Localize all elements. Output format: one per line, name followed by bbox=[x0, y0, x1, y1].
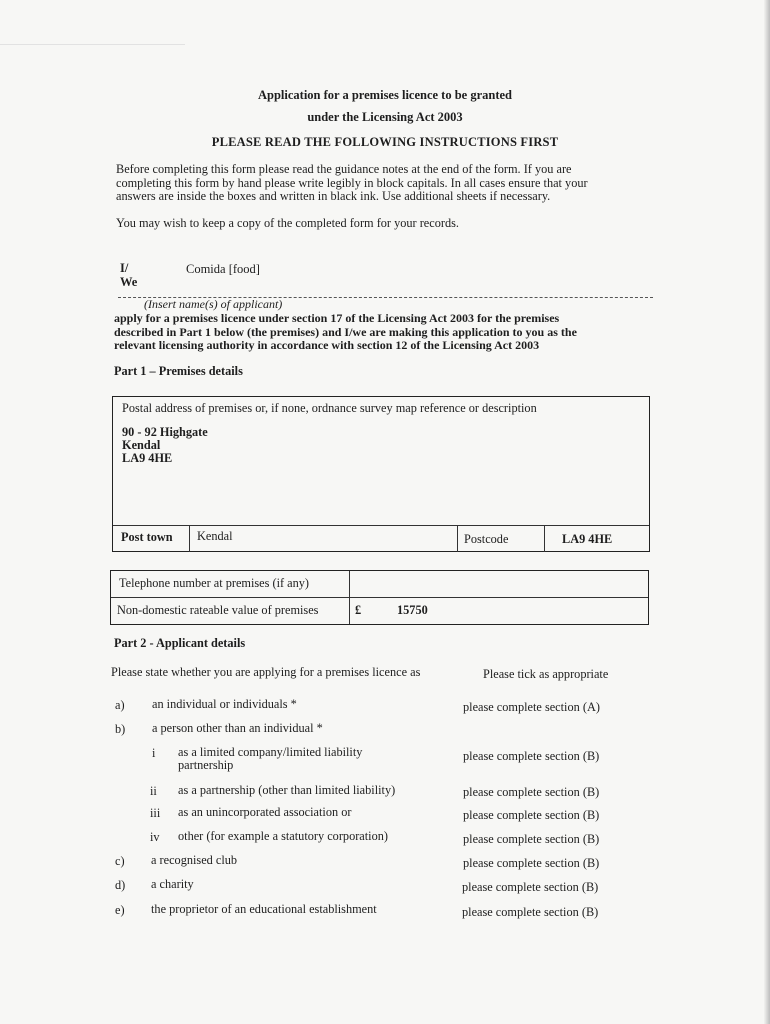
i-label: I/ bbox=[120, 261, 129, 275]
option-marker: e) bbox=[115, 903, 125, 917]
insert-name-hint: (Insert name(s) of applicant) bbox=[144, 297, 283, 311]
telephone-label: Telephone number at premises (if any) bbox=[119, 576, 310, 590]
option-section: please complete section (B) bbox=[462, 880, 599, 894]
option-marker: iii bbox=[150, 806, 161, 820]
address-label: Postal address of premises or, if none, ordnance survey map reference or description bbox=[122, 401, 537, 415]
instructions-heading: PLEASE READ THE FOLLOWING INSTRUCTIONS FIRST bbox=[211, 135, 559, 149]
telephone-row bbox=[111, 571, 648, 597]
post-town-row bbox=[113, 525, 649, 552]
apply-line: relevant licensing authority in accordance with section 12 of the Licensing Act 2003 bbox=[114, 338, 540, 352]
option-marker: c) bbox=[115, 854, 125, 868]
option-marker: d) bbox=[115, 878, 126, 892]
address-line: 90 - 92 Highgate bbox=[122, 425, 208, 439]
cell-divider bbox=[349, 571, 350, 624]
option-section: please complete section (B) bbox=[463, 785, 600, 799]
option-section: please complete section (B) bbox=[463, 832, 600, 846]
premises-address-box bbox=[112, 396, 650, 552]
tick-hint: Please tick as appropriate bbox=[483, 667, 609, 681]
address-field[interactable] bbox=[122, 426, 208, 465]
post-town-field[interactable]: Kendal bbox=[197, 529, 233, 543]
applicant-type-question: Please state whether you are applying for a premises licence as bbox=[111, 665, 421, 679]
option-marker: b) bbox=[115, 722, 126, 736]
cell-divider bbox=[457, 526, 458, 552]
option-individual[interactable]: an individual or individuals * bbox=[152, 697, 297, 711]
option-text-line: as a limited company/limited liability bbox=[178, 745, 363, 759]
scan-artifact-line bbox=[0, 44, 185, 45]
option-marker: ii bbox=[150, 784, 157, 798]
option-section: please complete section (B) bbox=[463, 856, 600, 870]
address-line: LA9 4HE bbox=[122, 451, 173, 465]
part1-heading: Part 1 – Premises details bbox=[114, 364, 243, 378]
i-we-label bbox=[120, 261, 137, 289]
applicant-name-field[interactable]: Comida [food] bbox=[186, 262, 260, 276]
apply-statement bbox=[114, 312, 674, 353]
option-non-individual: a person other than an individual * bbox=[152, 721, 323, 735]
apply-line: apply for a premises licence under section 17 of the Licensing Act 2003 for the premises bbox=[114, 311, 560, 325]
option-recognised-club[interactable]: a recognised club bbox=[151, 853, 238, 867]
address-line: Kendal bbox=[122, 438, 161, 452]
option-section: please complete section (B) bbox=[463, 808, 600, 822]
intro-line: answers are inside the boxes and written in black ink. Use additional sheets if necessary. bbox=[116, 189, 551, 203]
option-educational-establishment[interactable]: the proprietor of an educational establishment bbox=[151, 902, 377, 916]
option-marker: i bbox=[152, 746, 156, 760]
option-partnership[interactable]: as a partnership (other than limited liability) bbox=[178, 783, 396, 797]
currency-symbol: £ bbox=[355, 603, 362, 617]
telephone-field[interactable] bbox=[359, 576, 639, 592]
rateable-value-field[interactable]: 15750 bbox=[397, 603, 428, 617]
postcode-field[interactable]: LA9 4HE bbox=[562, 532, 613, 546]
postcode-label: Postcode bbox=[464, 532, 509, 546]
apply-line: described in Part 1 below (the premises) and I/we are making this application to you as the bbox=[114, 324, 577, 339]
rateable-label: Non-domestic rateable value of premises bbox=[117, 603, 319, 617]
we-label: We bbox=[120, 275, 138, 289]
option-text-line: partnership bbox=[178, 758, 234, 772]
option-marker: a) bbox=[115, 698, 125, 712]
option-unincorporated-association[interactable]: as an unincorporated association or bbox=[178, 805, 352, 819]
option-marker: iv bbox=[150, 830, 160, 844]
option-other[interactable]: other (for example a statutory corporation) bbox=[178, 829, 388, 843]
form-title-line2: under the Licensing Act 2003 bbox=[307, 110, 463, 124]
option-limited-company[interactable] bbox=[178, 746, 362, 772]
post-town-label: Post town bbox=[121, 530, 173, 544]
option-section: please complete section (B) bbox=[463, 749, 600, 763]
intro-line: completing this form by hand please write legibly in block capitals. In all cases ensure that your bbox=[116, 175, 588, 190]
rateable-row bbox=[111, 597, 648, 624]
form-title-line1: Application for a premises licence to be granted bbox=[257, 88, 513, 102]
telephone-rateable-table bbox=[110, 570, 649, 625]
cell-divider bbox=[544, 526, 545, 552]
intro-line: Before completing this form please read the guidance notes at the end of the form. If you are bbox=[116, 162, 572, 176]
option-section: please complete section (B) bbox=[462, 905, 599, 919]
cell-divider bbox=[189, 526, 190, 552]
option-section: please complete section (A) bbox=[463, 700, 600, 714]
scan-page-edge bbox=[764, 0, 770, 1024]
option-charity[interactable]: a charity bbox=[151, 877, 194, 891]
intro-paragraph bbox=[116, 163, 656, 204]
keep-copy-note: You may wish to keep a copy of the completed form for your records. bbox=[116, 216, 459, 230]
part2-heading: Part 2 - Applicant details bbox=[114, 636, 246, 650]
